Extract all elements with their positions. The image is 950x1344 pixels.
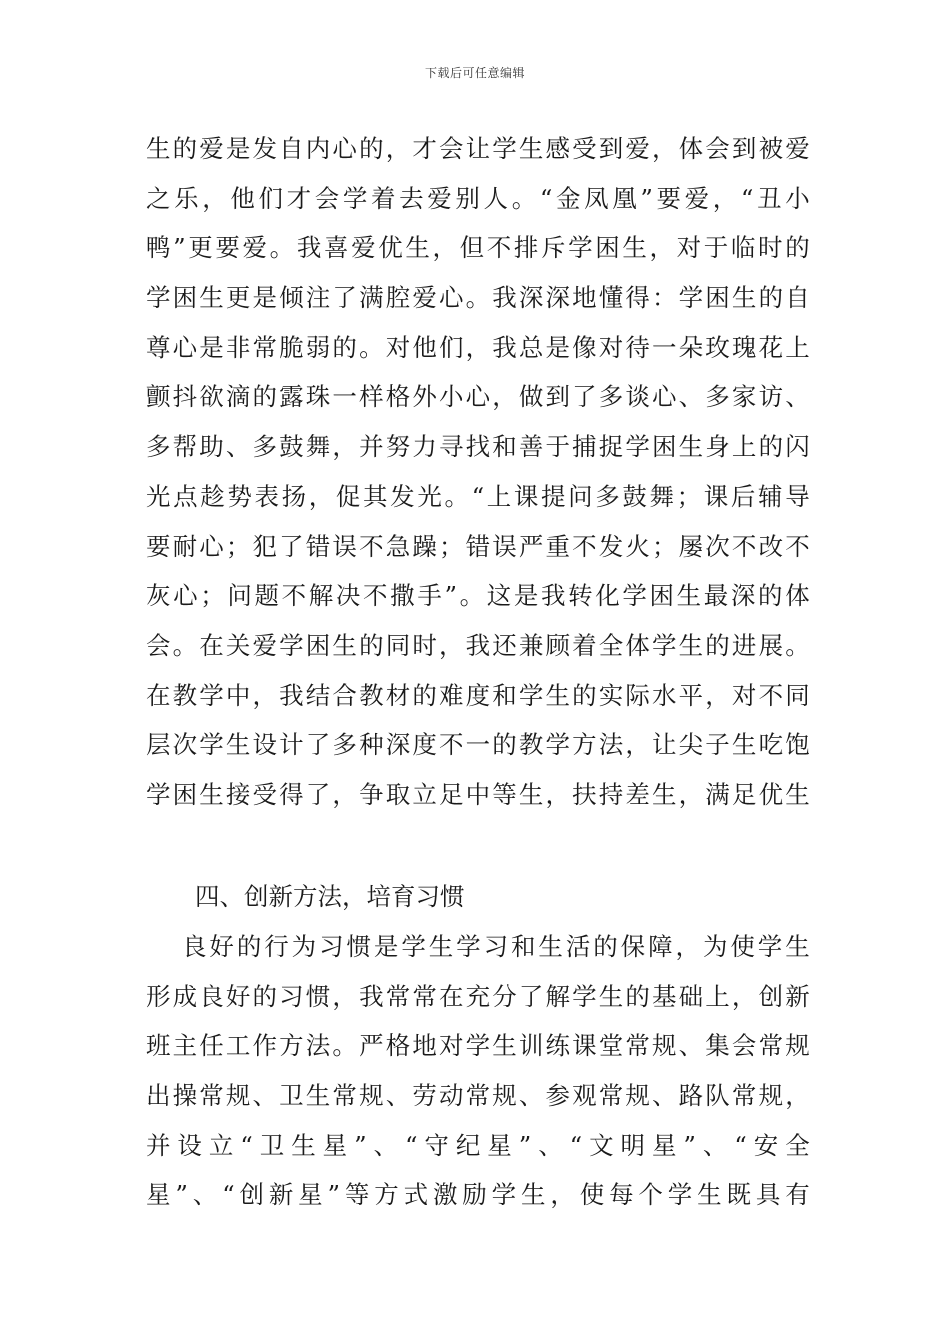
text-line: 出操常规、卫生常规、劳动常规、参观常规、路队常规， xyxy=(146,1081,810,1111)
paragraph-2 xyxy=(146,922,810,1220)
text-line: 学困生更是倾注了满腔爱心。我深深地懂得：学困生的自 xyxy=(146,283,810,313)
text-line: 之乐，他们才会学着去爱别人。“金凤凰”要爱，“丑小 xyxy=(146,183,810,213)
text-line: 灰心；问题不解决不撒手”。这是我转化学困生最深的体 xyxy=(146,581,810,611)
text-line: 形成良好的习惯，我常常在充分了解学生的基础上，创新 xyxy=(146,981,810,1011)
page-header: 下载后可任意编辑 xyxy=(424,66,525,80)
text-line: 鸭”更要爱。我喜爱优生，但不排斥学困生，对于临时的 xyxy=(146,233,810,263)
text-line: 星”、“创新星”等方式激励学生，使每个学生既具有 xyxy=(146,1180,810,1210)
text-line: 班主任工作方法。严格地对学生训练课堂常规、集会常规 xyxy=(146,1031,810,1061)
text-line: 多帮助、多鼓舞，并努力寻找和善于捕捉学困生身上的闪 xyxy=(146,432,810,462)
paragraph-1 xyxy=(146,124,810,820)
text-line: 光点趁势表扬，促其发光。“上课提问多鼓舞；课后辅导 xyxy=(146,481,810,511)
text-line: 良好的行为习惯是学生学习和生活的保障，为使学生 xyxy=(182,932,810,961)
text-line: 生的爱是发自内心的，才会让学生感受到爱，体会到被爱 xyxy=(146,134,810,163)
section-heading: 四、创新方法，培育习惯 xyxy=(195,882,465,911)
text-line: 学困生接受得了，争取立足中等生，扶持差生，满足优生 xyxy=(146,779,810,809)
text-line: 在教学中，我结合教材的难度和学生的实际水平，对不同 xyxy=(146,680,810,710)
text-line: 层次学生设计了多种深度不一的教学方法，让尖子生吃饱 xyxy=(146,730,810,760)
text-line: 要耐心；犯了错误不急躁；错误严重不发火；屡次不改不 xyxy=(146,531,810,561)
text-line: 尊心是非常脆弱的。对他们，我总是像对待一朵玫瑰花上 xyxy=(146,332,810,362)
text-line: 会。在关爱学困生的同时，我还兼顾着全体学生的进展。 xyxy=(146,630,810,660)
text-line: 并设立“卫生星”、“守纪星”、“文明星”、“安全 xyxy=(146,1130,810,1160)
text-line: 颤抖欲滴的露珠一样格外小心，做到了多谈心、多家访、 xyxy=(146,382,810,412)
